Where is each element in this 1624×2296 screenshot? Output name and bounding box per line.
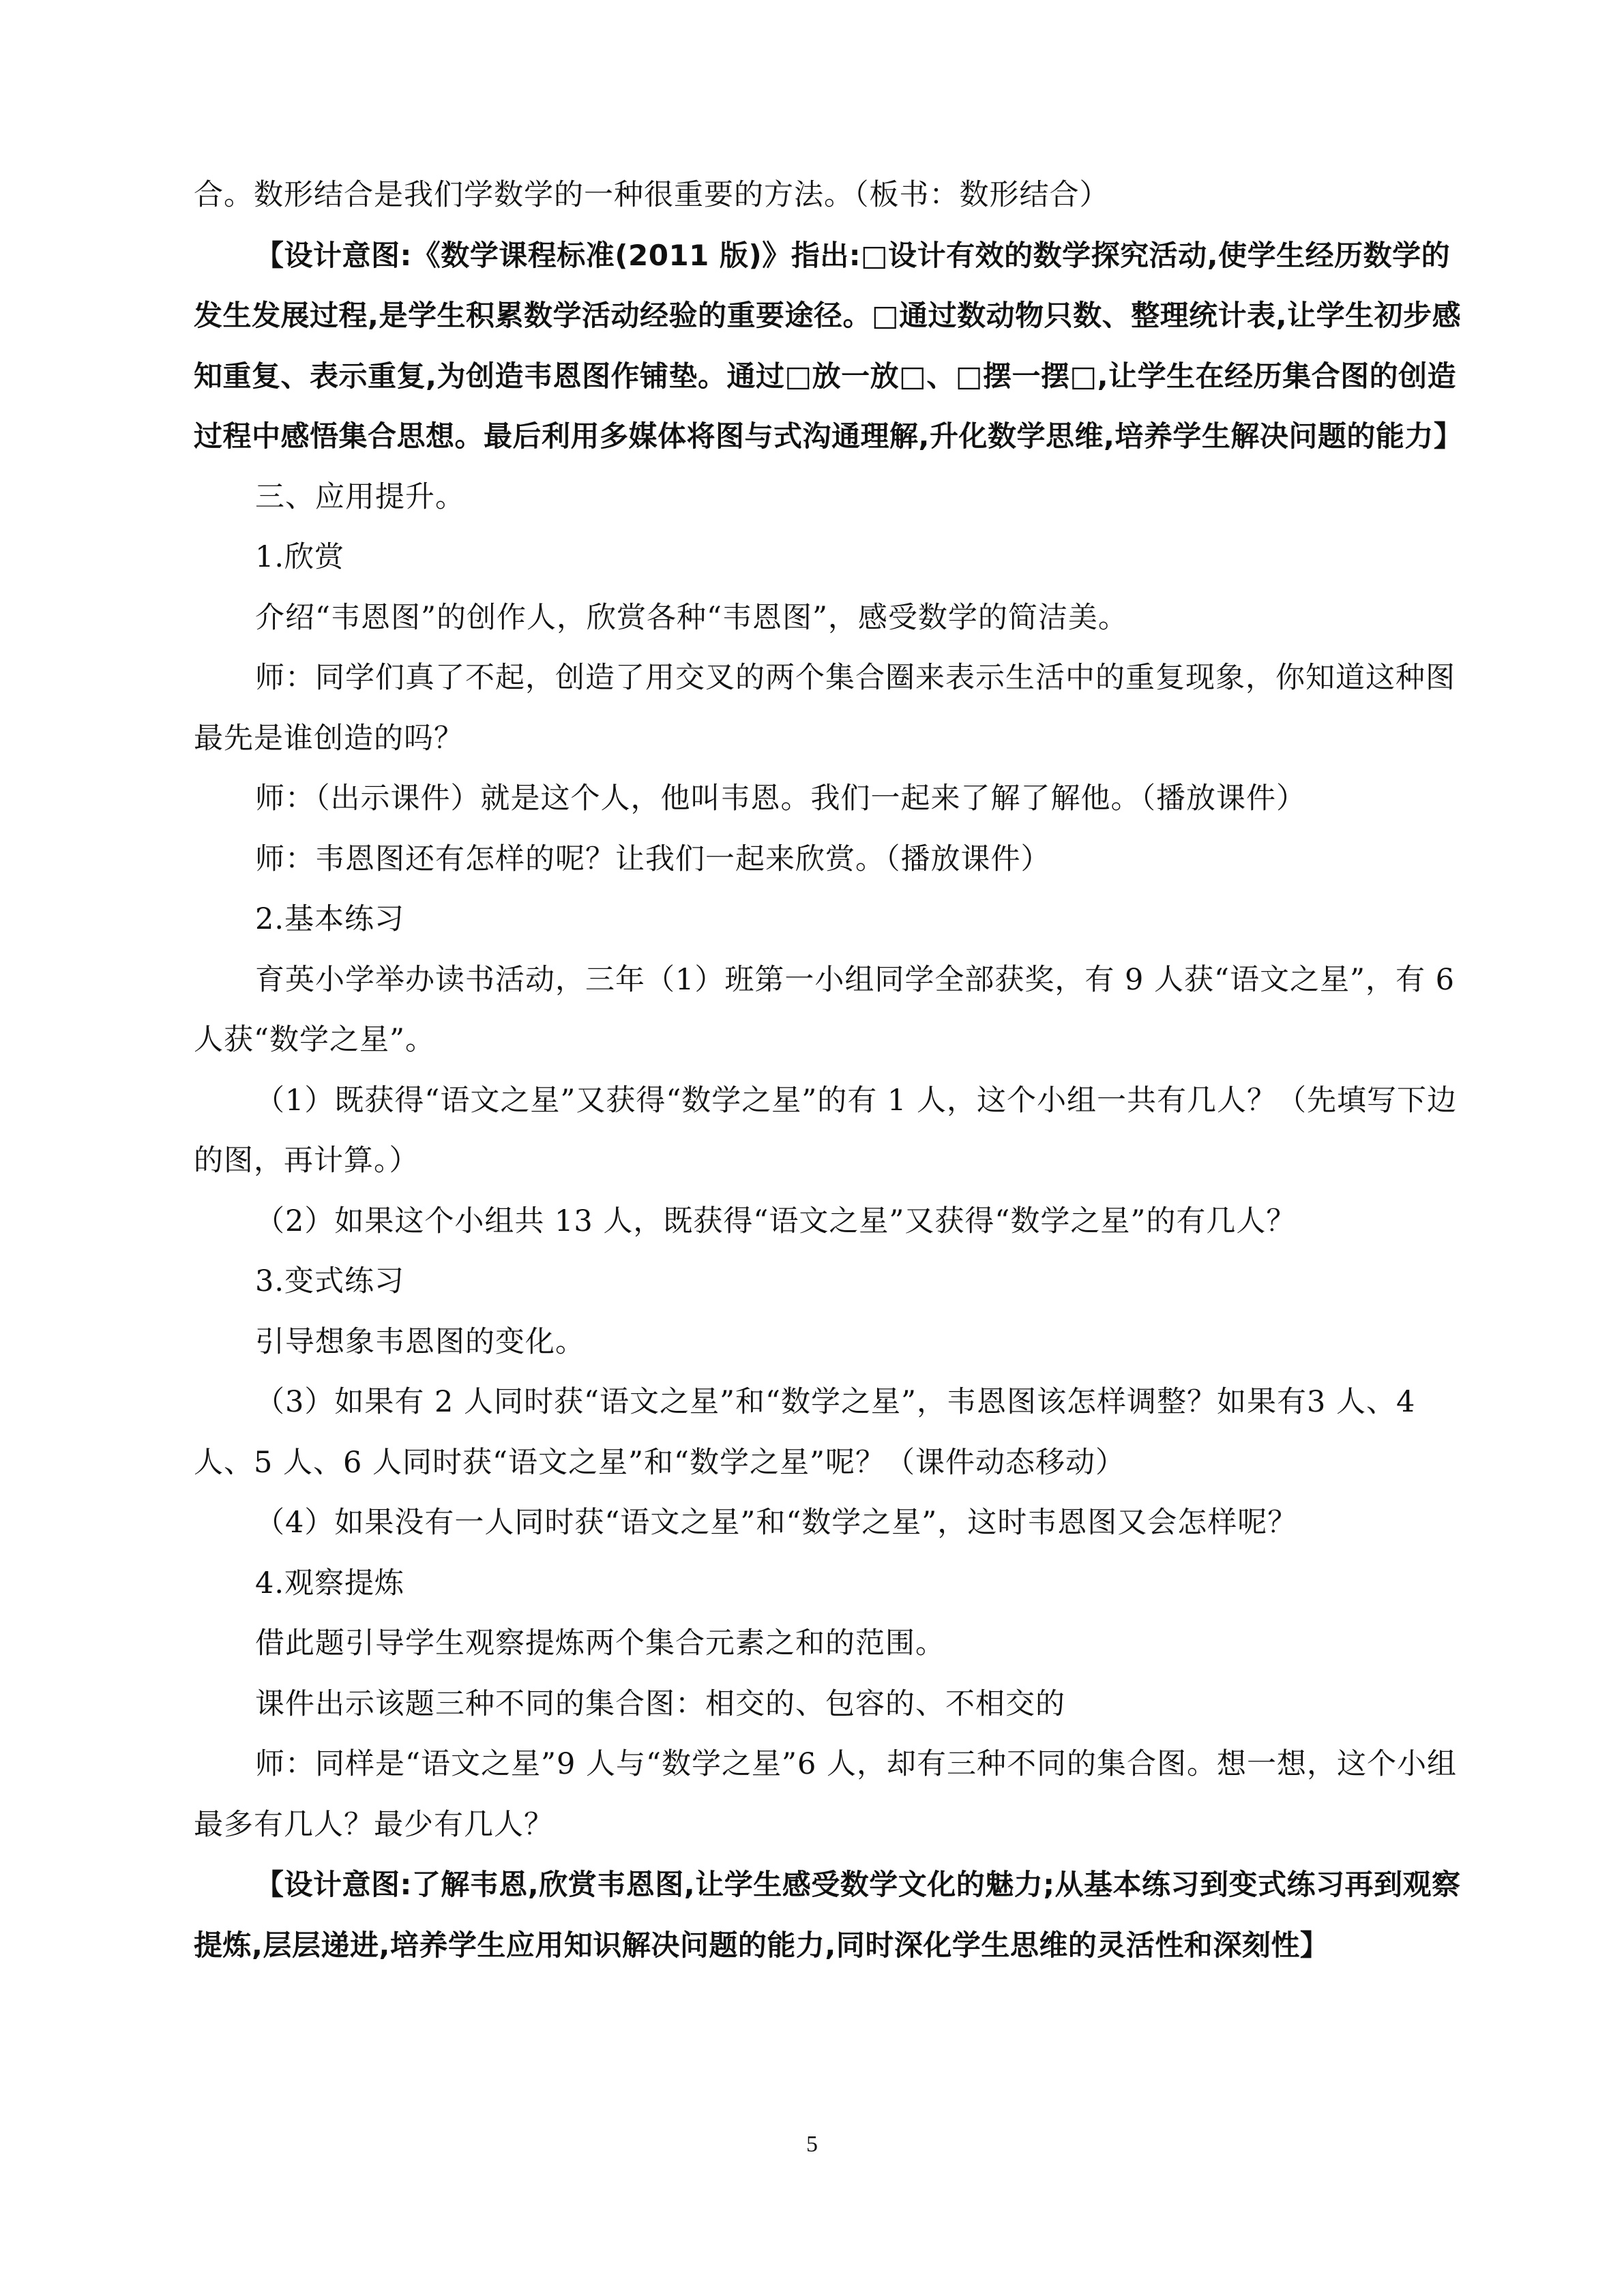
subheading-variant-practice: 3.变式练习 bbox=[255, 1264, 405, 1298]
paragraph-imagine-venn: 引导想象韦恩图的变化。 bbox=[255, 1324, 585, 1359]
teacher-line-4: 师：同样是“语文之星”9 人与“数学之星”6 人，却有三种不同的集合图。想一想，这个小组最多有几人？最少有几人？ bbox=[194, 1747, 1457, 1842]
page-number: 5 bbox=[806, 2132, 818, 2157]
paragraph-guide-observe: 借此题引导学生观察提炼两个集合元素之和的范围。 bbox=[255, 1626, 945, 1660]
design-intent-note-1: 【设计意图:《数学课程标准(2011 版)》指出:□设计有效的数学探究活动,使学生经历数学的发生发展过程,是学生积累数学活动经验的重要途径。□通过数动物只数、整理统计表,让学生初步感知重复、表示重复,为创造韦恩图作铺垫。通过□放一放□、□摆一摆□,让学生在经历集合图的创造过程中感悟集合思想。最后利用多媒体将图与式沟通理解,升化数学思维,培养学生解决问题的能力】 bbox=[194, 238, 1463, 453]
paragraph-introduce-venn: 介绍“韦恩图”的创作人，欣赏各种“韦恩图”，感受数学的简洁美。 bbox=[255, 600, 1128, 635]
teacher-line-2: 师：（出示课件）就是这个人，他叫韦恩。我们一起来了解了解他。（播放课件） bbox=[255, 781, 1306, 816]
subheading-basic-practice: 2.基本练习 bbox=[255, 902, 405, 936]
question-4: （4）如果没有一人同时获“语文之星”和“数学之星”，这时韦恩图又会怎样呢？ bbox=[255, 1506, 1298, 1540]
teacher-line-1: 师：同学们真了不起，创造了用交叉的两个集合圈来表示生活中的重复现象，你知道这种图最先是谁创造的吗？ bbox=[194, 661, 1456, 756]
paragraph-continuation: 合。数形结合是我们学数学的一种很重要的方法。（板书：数形结合） bbox=[194, 178, 1110, 212]
subheading-observe-refine: 4.观察提炼 bbox=[255, 1566, 405, 1600]
problem-statement: 育英小学举办读书活动，三年（1）班第一小组同学全部获奖，有 9 人获“语文之星”，有 6 人获“数学之星”。 bbox=[194, 962, 1456, 1057]
paragraph-three-diagrams: 课件出示该题三种不同的集合图：相交的、包容的、不相交的 bbox=[255, 1686, 1065, 1721]
question-3: （3）如果有 2 人同时获“语文之星”和“数学之星”，韦恩图该怎样调整？如果有3 人、4 人、5 人、6 人同时获“语文之星”和“数学之星”呢？（课件动态移动） bbox=[194, 1385, 1416, 1480]
question-1: （1）既获得“语文之星”又获得“数学之星”的有 1 人，这个小组一共有几人？（先填写下边的图，再计算。） bbox=[194, 1083, 1457, 1178]
teacher-line-3: 师：韦恩图还有怎样的呢？让我们一起来欣赏。（播放课件） bbox=[255, 841, 1051, 876]
page-content bbox=[194, 165, 1473, 1976]
section-heading-application: 三、应用提升。 bbox=[255, 479, 465, 514]
subheading-appreciate: 1.欣赏 bbox=[255, 540, 345, 574]
design-intent-note-2: 【设计意图:了解韦恩,欣赏韦恩图,让学生感受数学文化的魅力;从基本练习到变式练习再到观察提炼,层层递进,培养学生应用知识解决问题的能力,同时深化学生思维的灵活性和深刻性】 bbox=[194, 1868, 1461, 1962]
question-2: （2）如果这个小组共 13 人，既获得“语文之星”又获得“数学之星”的有几人？ bbox=[255, 1204, 1297, 1238]
